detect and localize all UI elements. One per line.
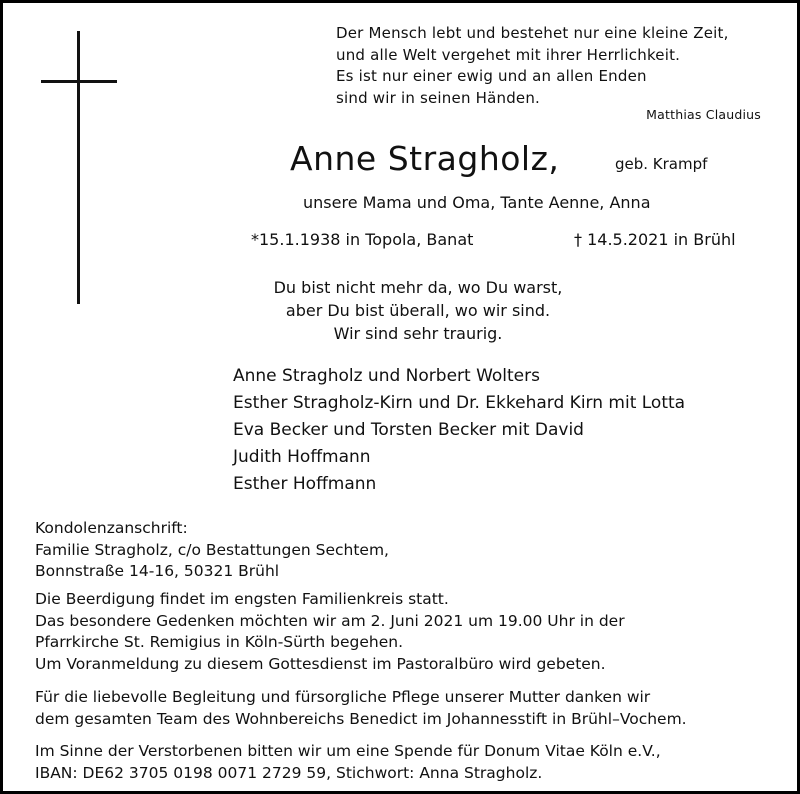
funeral-line: Die Beerdigung findet im engsten Familienkreis statt. (35, 590, 449, 608)
condolence-line: Kondolenzanschrift: (35, 519, 188, 537)
thanks-paragraph (35, 687, 775, 730)
mourner: Eva Becker und Torsten Becker mit David (233, 420, 584, 440)
farewell-line: Du bist nicht mehr da, wo Du warst, (273, 278, 563, 297)
mourner: Esther Stragholz-Kirn und Dr. Ekkehard Kirn mit Lotta (233, 393, 686, 413)
birth-name: geb. Krampf (615, 155, 708, 173)
poem-line: sind wir in seinen Händen. (336, 88, 541, 107)
death-date: † 14.5.2021 in Brühl (574, 230, 736, 249)
condolence-line: Bonnstraße 14-16, 50321 Brühl (35, 562, 280, 580)
farewell-line: aber Du bist überall, wo wir sind. (285, 301, 551, 320)
farewell-verse (273, 276, 563, 345)
cross-icon-horizontal (41, 80, 117, 83)
condolence-address (35, 518, 775, 583)
thanks-line: dem gesamten Team des Wohnbereichs Benedict im Johannesstift in Brühl–Vochem. (35, 709, 687, 728)
mourner: Anne Stragholz und Norbert Wolters (233, 366, 540, 386)
condolence-line: Familie Stragholz, c/o Bestattungen Sechtem, (35, 540, 389, 559)
funeral-info (35, 589, 775, 675)
donation-paragraph (35, 741, 775, 784)
funeral-line: Um Voranmeldung zu diesem Gottesdienst im Pastoralbüro wird gebeten. (35, 654, 606, 673)
thanks-line: Für die liebevolle Begleitung und fürsorgliche Pflege unserer Mutter danken wir (35, 688, 651, 706)
deceased-name: Anne Stragholz, (290, 139, 560, 178)
funeral-line: Das besondere Gedenken möchten wir am 2. Juni 2021 um 19.00 Uhr in der (35, 611, 625, 630)
funeral-line: Pfarrkirche St. Remigius in Köln-Sürth begehen. (35, 633, 404, 651)
poem-line: Der Mensch lebt und bestehet nur eine kleine Zeit, (336, 24, 729, 42)
birth-date: *15.1.1938 in Topola, Banat (251, 230, 474, 249)
poem-line: und alle Welt vergehet mit ihrer Herrlichkeit. (336, 45, 681, 64)
poem-line: Es ist nur einer ewig und an allen Enden (336, 67, 647, 85)
poem (336, 23, 729, 109)
donation-line: Im Sinne der Verstorbenen bitten wir um eine Spende für Donum Vitae Köln e.V., (35, 742, 661, 760)
mourners-list (233, 363, 685, 498)
poem-author: Matthias Claudius (646, 107, 761, 122)
farewell-line: Wir sind sehr traurig. (333, 324, 503, 343)
cross-icon-vertical (77, 31, 80, 304)
donation-line: IBAN: DE62 3705 0198 0071 2729 59, Stichwort: Anna Stragholz. (35, 763, 543, 782)
mourner: Esther Hoffmann (233, 474, 377, 494)
relation-line: unsere Mama und Oma, Tante Aenne, Anna (303, 193, 651, 212)
mourner: Judith Hoffmann (233, 447, 371, 467)
